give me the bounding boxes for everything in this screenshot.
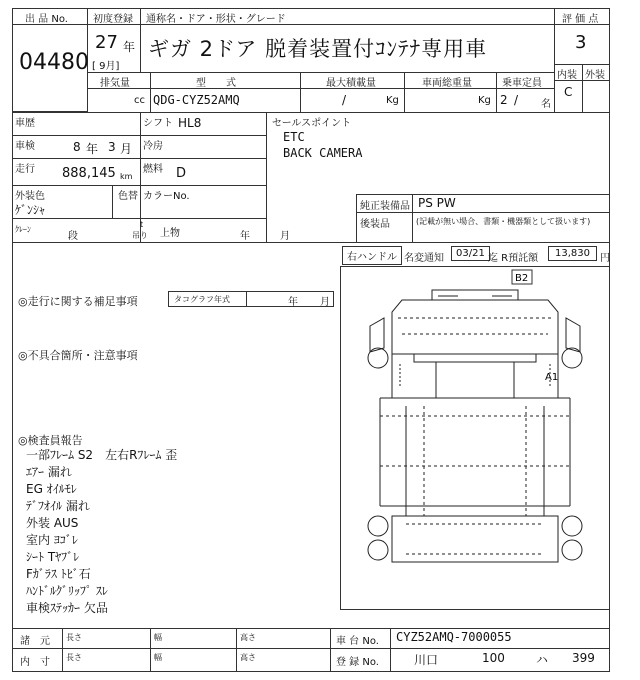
inspector-line: 室内 ﾖｺﾞﾚ bbox=[26, 533, 78, 547]
crane-ton: t bbox=[140, 220, 144, 229]
color-no-label: カラーNo. bbox=[143, 191, 190, 202]
genuine-label: 純正装備品 bbox=[360, 201, 410, 212]
inspection-month-unit: 月 bbox=[120, 142, 133, 156]
tacho-year: 年 bbox=[288, 297, 298, 308]
inspector-line: ｼｰﾄ Tﾔﾌﾞﾚ bbox=[26, 550, 80, 564]
width-label-1: 幅 bbox=[154, 633, 162, 642]
gross-weight-label: 車両総重量 bbox=[422, 78, 472, 89]
first-reg-label: 初度登録 bbox=[93, 14, 133, 25]
shift-label: シフト bbox=[143, 118, 173, 129]
recycle-label: 迄 R預託額 bbox=[488, 253, 539, 264]
capacity-label: 乗車定員 bbox=[502, 78, 542, 89]
genuine-value: PS PW bbox=[418, 196, 456, 210]
inspector-line: 外装 AUS bbox=[26, 516, 79, 530]
inspector-title: ◎検査員報告 bbox=[18, 434, 83, 447]
chassis-label: 車 台 No. bbox=[336, 636, 379, 647]
max-load-label: 最大積載量 bbox=[326, 78, 376, 89]
max-load-sep: / bbox=[342, 93, 347, 107]
color-label: 外装色 bbox=[15, 191, 45, 202]
aftermarket-note: (記載が無い場合、書類・機器類として扱います) bbox=[416, 217, 591, 226]
displacement-label: 排気量 bbox=[100, 78, 130, 89]
color-value: ｹﾞﾝｼｬ bbox=[15, 203, 46, 217]
inspection-year: 8 bbox=[73, 140, 81, 154]
inspection-label: 車検 bbox=[15, 141, 35, 152]
score-label: 評 価 点 bbox=[562, 14, 599, 25]
lot-number: 04480 bbox=[19, 50, 89, 75]
name-change-date: 03/21 bbox=[451, 246, 490, 261]
vehicle-name-label: 通称名・ドア・形状・グレード bbox=[146, 14, 286, 25]
inspector-line: Fｶﾞﾗｽ ﾄﾋﾞ石 bbox=[26, 567, 91, 581]
crane-stage: 段 bbox=[68, 231, 78, 242]
interior-grade-label: 内装 bbox=[557, 70, 577, 81]
mileage-label: 走行 bbox=[15, 164, 35, 175]
reg-class: 100 bbox=[482, 651, 505, 665]
shift-value: HL8 bbox=[178, 116, 202, 130]
right-hand-badge: 右ハンドル bbox=[342, 246, 402, 265]
height-label-2: 高さ bbox=[240, 653, 256, 662]
first-reg-year-unit: 年 bbox=[123, 40, 136, 54]
interior-grade: C bbox=[564, 85, 573, 99]
vehicle-name: ギガ 2ドア 脱着装置付ｺﾝﾃﾅ専用車 bbox=[148, 37, 488, 61]
score-value: 3 bbox=[575, 32, 587, 53]
inspector-line: 一部ﾌﾚｰﾑ S2 左右Rﾌﾚｰﾑ 歪 bbox=[26, 448, 178, 462]
exterior-grade-label: 外装 bbox=[585, 70, 605, 81]
inspector-line: 車検ｽﾃｯｶｰ 欠品 bbox=[26, 601, 108, 615]
max-load-unit: Kg bbox=[386, 95, 399, 106]
body-year: 年 bbox=[240, 231, 250, 242]
inspector-line: ﾊﾝﾄﾞﾙｸﾞﾘｯﾌﾟ ｽﾚ bbox=[26, 584, 108, 598]
mileage-value: 888,145 bbox=[62, 166, 116, 181]
model-label: 型 式 bbox=[196, 78, 236, 89]
mileage-unit: km bbox=[120, 172, 133, 181]
inspector-line: EG ｵｲﾙﾓﾚ bbox=[26, 482, 77, 496]
width-label-2: 幅 bbox=[154, 653, 162, 662]
model-value: QDG-CYZ52AMQ bbox=[153, 93, 240, 107]
dims-label: 諸 元 bbox=[20, 636, 50, 647]
name-change-label: 名変通知 bbox=[404, 253, 444, 264]
length-label-2: 長さ bbox=[66, 653, 82, 662]
sales-point-line-2: BACK CAMERA bbox=[283, 146, 363, 160]
ac-label: 冷房 bbox=[143, 141, 163, 152]
inspection-year-unit: 年 bbox=[86, 142, 99, 156]
lot-label: 出 品 No. bbox=[25, 14, 68, 25]
mark-a1: A1 bbox=[545, 372, 559, 383]
reg-area: 川口 bbox=[414, 653, 439, 667]
mark-b2: B2 bbox=[515, 273, 529, 284]
crane-label: ｸﾚｰﾝ bbox=[15, 225, 31, 234]
color-change-label: 色替 bbox=[118, 191, 138, 202]
body-month: 月 bbox=[280, 231, 290, 242]
capacity-sep: / bbox=[514, 93, 519, 107]
fuel-label: 燃料 bbox=[143, 164, 163, 175]
tacho-month: 月 bbox=[320, 297, 330, 308]
chassis-number: CYZ52AMQ-7000055 bbox=[396, 630, 512, 644]
vehicle-damage-diagram bbox=[340, 266, 610, 610]
defect-title: ◎不具合箇所・注意事項 bbox=[18, 349, 138, 362]
reg-number: 399 bbox=[572, 651, 595, 665]
interior-dims-label: 内 寸 bbox=[20, 657, 50, 668]
recycle-amount: 13,830 bbox=[548, 246, 597, 261]
reg-kana: ハ bbox=[536, 653, 549, 667]
sales-point-line-1: ETC bbox=[283, 130, 305, 144]
body-label: 上物 bbox=[160, 228, 180, 239]
capacity-unit: 名 bbox=[541, 99, 551, 110]
sales-point-label: セールスポイント bbox=[272, 118, 352, 129]
tacho-label: タコグラフ年式 bbox=[174, 295, 230, 304]
reg-label: 登 録 No. bbox=[336, 657, 379, 668]
supplement-title: ◎走行に関する補足事項 bbox=[18, 295, 138, 308]
gross-weight-unit: Kg bbox=[478, 95, 491, 106]
aftermarket-label: 後装品 bbox=[360, 219, 390, 230]
first-reg-year: 27 bbox=[95, 32, 118, 53]
first-reg-month: [ 9月] bbox=[92, 61, 120, 72]
capacity-value: 2 bbox=[500, 93, 508, 107]
crane-lift: 吊り bbox=[132, 231, 148, 240]
displacement-unit: cc bbox=[134, 95, 145, 106]
height-label-1: 高さ bbox=[240, 633, 256, 642]
inspector-line: ﾃﾞﾌｵｲﾙ 漏れ bbox=[26, 499, 90, 513]
recycle-unit: 円 bbox=[600, 253, 610, 264]
inspection-month: 3 bbox=[108, 140, 116, 154]
history-label: 車歴 bbox=[15, 118, 35, 129]
length-label-1: 長さ bbox=[66, 633, 82, 642]
fuel-value: D bbox=[176, 166, 187, 181]
inspector-line: ｴｱｰ 漏れ bbox=[26, 465, 72, 479]
